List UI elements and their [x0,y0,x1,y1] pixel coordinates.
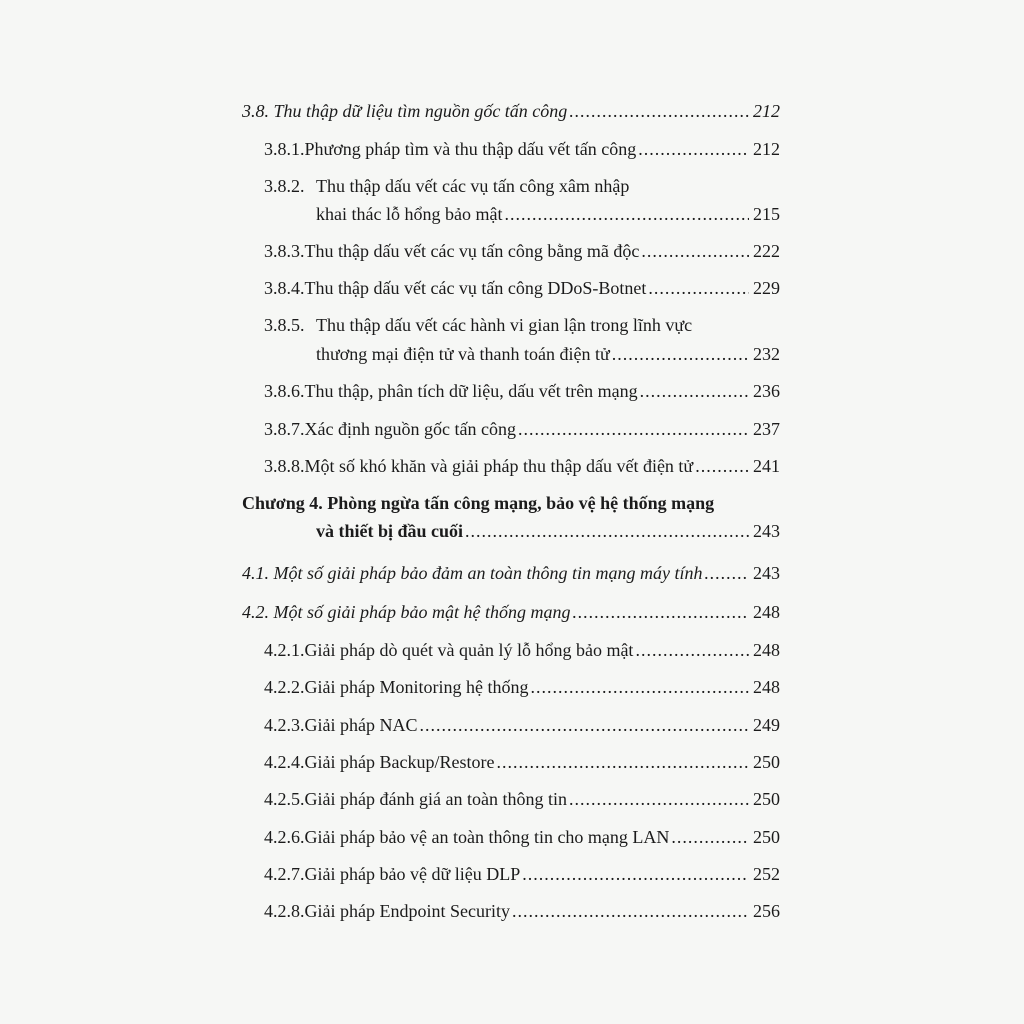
toc-entry-4-2-2 [264,676,780,698]
entry-title: Giải pháp dò quét và quản lý lỗ hổng bảo mật [304,640,634,660]
entry-number: 3.8.5. [264,315,305,335]
dot-leader [705,562,750,584]
toc-chapter-4-line1 [242,492,780,514]
page-number: 250 [753,827,780,847]
page-number: 248 [753,677,780,697]
entry-title: Giải pháp Monitoring hệ thống [304,677,529,697]
page-number: 248 [753,640,780,660]
toc-entry-4-2-6 [264,826,780,848]
entry-number: 3.8.4. [264,278,305,298]
page-number: 243 [753,521,780,541]
toc-entry-4-2-3 [264,714,780,736]
entry-title: Phương pháp tìm và thu thập dấu vết tấn công [304,139,637,159]
entry-title: Thu thập, phân tích dữ liệu, dấu vết trên mạng [304,381,638,401]
entry-number: 3.8.6. [264,381,305,401]
entry-title: Giải pháp đánh giá an toàn thông tin [304,789,567,809]
dot-leader [518,418,749,440]
toc-entry-4-2-5 [264,788,780,810]
dot-leader [648,277,749,299]
dot-leader [641,240,749,262]
entry-number: 3.8.3. [264,241,305,261]
entry-title: 4.2. Một số giải pháp bảo mật hệ thống mạng [242,602,571,622]
dot-leader [635,639,749,661]
entry-number: 3.8.8. [264,456,305,476]
dot-leader [569,100,749,122]
entry-title: 3.8. Thu thập dữ liệu tìm nguồn gốc tấn công [242,101,568,121]
entry-number: 4.2.5. [264,789,305,809]
toc-entry-4-2 [242,601,780,623]
dot-leader [573,601,750,623]
entry-number: 3.8.7. [264,419,305,439]
entry-title-cont: thương mại điện tử và thanh toán điện tử [316,344,610,364]
chapter-title: Chương 4. Phòng ngừa tấn công mạng, bảo vệ hệ thống mạng [242,493,715,513]
toc-entry-3-8-2-line1 [264,175,780,197]
dot-leader [465,520,749,542]
entry-number: 4.2.3. [264,715,305,735]
toc-entry-4-2-7 [264,863,780,885]
entry-title: Thu thập dấu vết các vụ tấn công bằng mã độc [304,241,640,261]
entry-title: Giải pháp bảo vệ an toàn thông tin cho mạng LAN [304,827,670,847]
toc-entry-4-2-1 [264,639,780,661]
entry-number: 4.2.4. [264,752,305,772]
entry-number: 4.2.8. [264,901,305,921]
dot-leader [638,138,749,160]
page-number: 241 [753,456,780,476]
dot-leader [612,343,749,365]
page-number: 212 [753,139,780,159]
dot-leader [671,826,749,848]
page-number: 212 [753,101,780,121]
page-number: 215 [753,204,780,224]
page-number: 236 [753,381,780,401]
dot-leader [496,751,749,773]
toc-entry-4-2-8 [264,900,780,922]
toc-entry-3-8-6 [264,380,780,402]
toc-entry-3-8-3 [264,240,780,262]
toc-entry-4-2-4 [264,751,780,773]
toc-entry-3-8-8 [264,455,780,477]
dot-leader [419,714,749,736]
toc-entry-3-8-2-line2 [316,203,780,225]
entry-number: 4.2.2. [264,677,305,697]
page-number: 229 [753,278,780,298]
page-number: 250 [753,752,780,772]
entry-title: 4.1. Một số giải pháp bảo đảm an toàn thông tin mạng máy tính [242,563,703,583]
toc-entry-3-8-5-line2 [316,343,780,365]
toc-entry-3-8-5-line1 [264,314,780,336]
dot-leader [530,676,749,698]
entry-title: Giải pháp bảo vệ dữ liệu DLP [304,864,521,884]
entry-title: Xác định nguồn gốc tấn công [304,419,516,439]
entry-title: Thu thập dấu vết các vụ tấn công DDoS-Botnet [304,278,647,298]
toc-entry-3-8-4 [264,277,780,299]
entry-title: Giải pháp Endpoint Security [304,901,510,921]
page-number: 248 [753,602,780,622]
page-number: 232 [753,344,780,364]
entry-title: Thu thập dấu vết các hành vi gian lận trong lĩnh vực [316,315,693,335]
toc-entry-3-8-1 [264,138,780,160]
dot-leader [522,863,749,885]
dot-leader [695,455,749,477]
entry-number: 4.2.7. [264,864,305,884]
page-number: 252 [753,864,780,884]
entry-number: 3.8.2. [264,176,305,196]
entry-number: 3.8.1. [264,139,305,159]
dot-leader [569,788,749,810]
dot-leader [504,203,749,225]
entry-title: Một số khó khăn và giải pháp thu thập dấu vết điện tử [304,456,694,476]
page-number: 250 [753,789,780,809]
entry-title: Giải pháp NAC [304,715,418,735]
toc-entry-3-8 [242,100,780,122]
entry-title-cont: khai thác lỗ hổng bảo mật [316,204,503,224]
toc-entry-4-1 [242,562,780,584]
page-number: 243 [753,563,780,583]
page-number: 222 [753,241,780,261]
entry-number: 4.2.1. [264,640,305,660]
dot-leader [512,900,749,922]
toc-chapter-4-line2 [316,520,780,542]
dot-leader [640,380,749,402]
toc-entry-3-8-7 [264,418,780,440]
entry-number: 4.2.6. [264,827,305,847]
chapter-title-cont: và thiết bị đầu cuối [316,521,464,541]
entry-title: Giải pháp Backup/Restore [304,752,495,772]
page-number: 249 [753,715,780,735]
entry-title: Thu thập dấu vết các vụ tấn công xâm nhập [316,176,630,196]
page-number: 237 [753,419,780,439]
page-number: 256 [753,901,780,921]
